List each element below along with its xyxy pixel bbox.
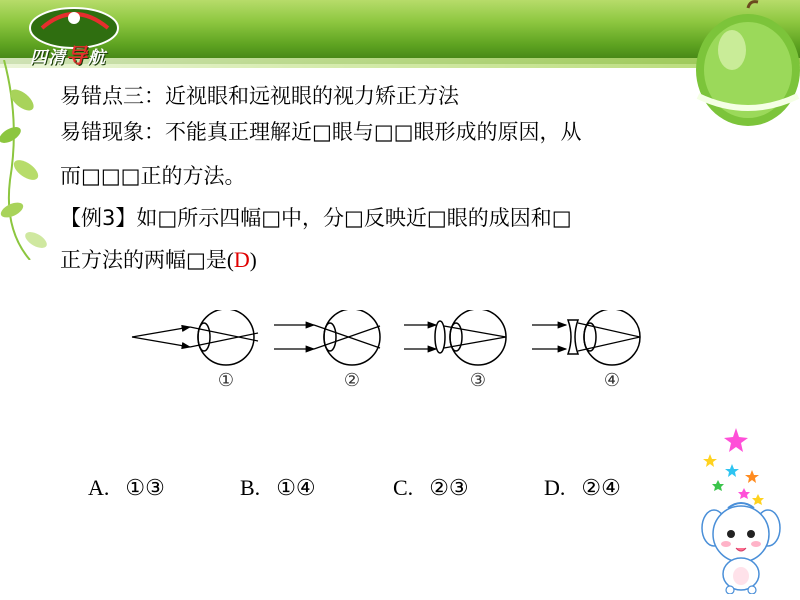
eye-diagram-3 [404, 310, 506, 365]
text-line-2: 易错现象：不能真正理解近□眼与□□眼形成的原因，从 [60, 120, 582, 144]
apple-decoration [688, 0, 800, 130]
close-paren: ) [249, 248, 257, 272]
eye-diagrams [128, 310, 648, 400]
figure-label-3: ③ [469, 370, 487, 391]
heading-line: 易错点三：近视眼和远视眼的视力矫正方法 [60, 84, 459, 108]
figure-label-2: ② [343, 370, 361, 391]
eye-diagram-4 [532, 310, 640, 365]
answer-text: D [233, 247, 250, 272]
option-d-value: ②④ [581, 475, 621, 500]
example-line: 【例3】如□所示四幅□中，分□反映近□眼的成因和□ [60, 206, 572, 230]
figure-label-1: ① [217, 370, 235, 391]
open-paren: ( [226, 248, 234, 272]
option-a-letter: A. [88, 475, 110, 500]
option-b-value: ①④ [276, 475, 316, 500]
eye-diagram-2 [274, 310, 380, 365]
header-stripe [0, 58, 800, 68]
option-d-letter: D. [544, 475, 566, 500]
option-c-value: ②③ [429, 475, 469, 500]
figure-label-4: ④ [603, 370, 621, 391]
option-a-value: ①③ [125, 475, 165, 500]
eye-diagram-1 [132, 310, 258, 365]
logo-text: 四清导航 [30, 44, 106, 68]
option-d[interactable] [544, 475, 621, 501]
question-line [60, 246, 257, 274]
option-b-letter: B. [240, 475, 261, 500]
question-text: 正方法的两幅□是 [60, 248, 227, 272]
option-c-letter: C. [393, 475, 414, 500]
option-c[interactable] [393, 475, 469, 501]
text-line-3: 而□□□正的方法。 [60, 164, 246, 188]
option-b[interactable] [240, 475, 316, 501]
mascot-character [700, 498, 782, 594]
option-a[interactable] [88, 475, 165, 501]
